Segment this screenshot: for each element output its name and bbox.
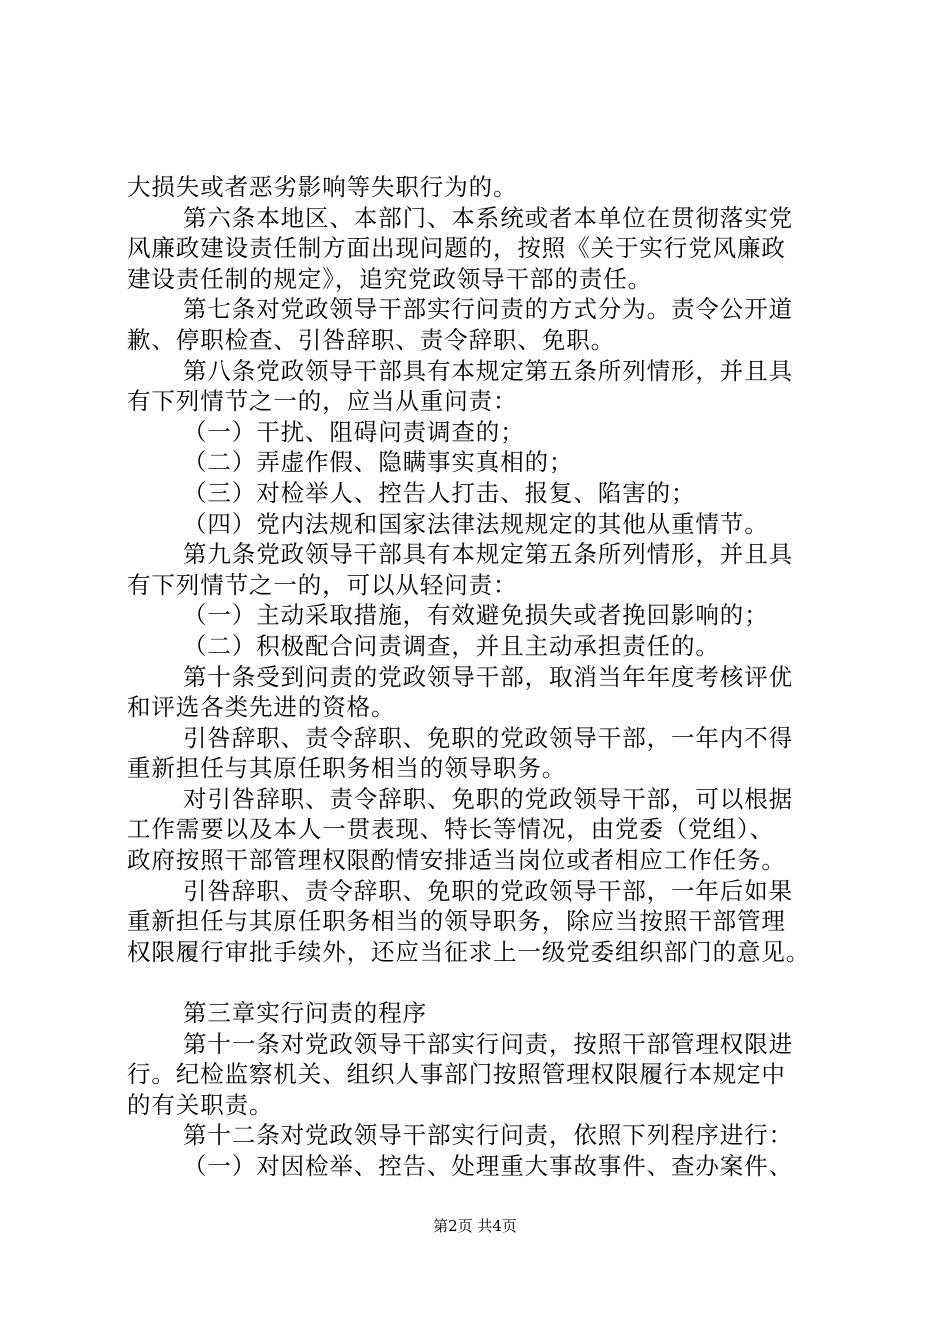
text-line: （一）对因检举、控告、处理重大事故事件、查办案件、 (183, 1152, 793, 1180)
text-line: 风廉政建设责任制方面出现问题的，按照《关于实行党风廉政 (127, 234, 786, 263)
text-line: 歉、停职检查、引咎辞职、责令辞职、免职。 (127, 325, 615, 354)
text-line: （一）主动采取措施，有效避免损失或者挽回影响的； (183, 601, 769, 630)
text-line: 第九条党政领导干部具有本规定第五条所列情形，并且具 (183, 540, 793, 569)
text-line: 第七条对党政领导干部实行问责的方式分为。责令公开道 (183, 295, 793, 324)
text-line: 有下列情节之一的，应当从重问责： (127, 387, 518, 416)
text-line: （二）弄虚作假、隐瞒事实真相的； (183, 448, 574, 477)
text-line: （四）党内法规和国家法律法规规定的其他从重情节。 (183, 509, 769, 538)
text-line: 引咎辞职、责令辞职、免职的党政领导干部，一年内不得 (183, 723, 793, 752)
text-line: 第八条党政领导干部具有本规定第五条所列情形，并且具 (183, 356, 793, 385)
text-line: （三）对检举人、控告人打击、报复、陷害的； (183, 478, 696, 507)
text-line: 大损失或者恶劣影响等失职行为的。 (127, 173, 518, 201)
text-line: 建设责任制的规定》，追究党政领导干部的责任。 (127, 264, 653, 293)
text-line: 第十一条对党政领导干部实行问责，按照干部管理权限进 (183, 1029, 793, 1058)
page-footer: 第2页 共4页 (433, 1217, 517, 1235)
text-line: 引咎辞职、责令辞职、免职的党政领导干部，一年后如果 (183, 876, 793, 905)
text-line: 行。纪检监察机关、组织人事部门按照管理权限履行本规定中 (127, 1060, 786, 1089)
text-line: 政府按照干部管理权限酌情安排适当岗位或者相应工作任务。 (127, 846, 786, 875)
text-line: 重新担任与其原任职务相当的领导职务，除应当按照干部管理 (127, 907, 786, 936)
text-line: 有下列情节之一的，可以从轻问责： (127, 570, 518, 599)
text-line: 对引咎辞职、责令辞职、免职的党政领导干部，可以根据 (183, 784, 793, 813)
text-line: 权限履行审批手续外，还应当征求上一级党委组织部门的意见。 (127, 937, 811, 966)
text-line: 和评选各类先进的资格。 (127, 693, 396, 722)
text-line: 第十条受到问责的党政领导干部，取消当年年度考核评优 (183, 662, 793, 691)
document-body (127, 172, 843, 1182)
text-line: 第三章实行问责的程序 (183, 999, 427, 1028)
text-line: 第六条本地区、本部门、本系统或者本单位在贯彻落实党 (183, 203, 793, 232)
text-line: （二）积极配合问责调查，并且主动承担责任的。 (183, 631, 720, 660)
blank-line (127, 967, 843, 998)
text-line: 工作需要以及本人一贯表现、特长等情况，由党委（党组）、 (127, 815, 775, 844)
text-line: 重新担任与其原任职务相当的领导职务。 (127, 754, 567, 783)
text-line: 第十二条对党政领导干部实行问责，依照下列程序进行： (183, 1121, 793, 1150)
text-line: 的有关职责。 (127, 1090, 274, 1119)
text-line: （一）干扰、阻碍问责调查的； (183, 417, 525, 446)
